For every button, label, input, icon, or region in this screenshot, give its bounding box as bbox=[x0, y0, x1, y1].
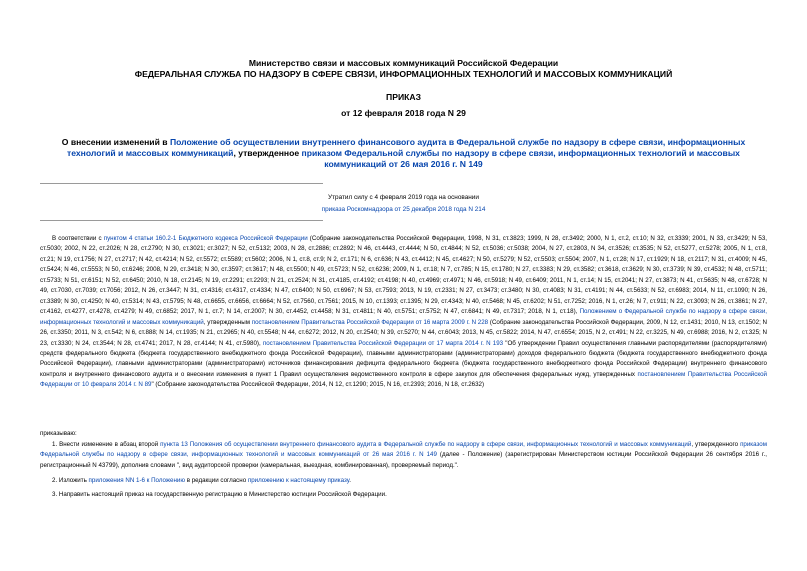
repeal-order-link[interactable]: приказа Роскомнадзора от 25 декабря 2018 года N 214 bbox=[321, 206, 486, 213]
service-name: ФЕДЕРАЛЬНАЯ СЛУЖБА ПО НАДЗОРУ В СФЕРЕ СВЯЗИ, ИНФОРМАЦИОННЫХ ТЕХНОЛОГИЙ И МАССОВЫХ КОММУНИКАЦИЙ bbox=[134, 68, 673, 79]
divider-bottom bbox=[40, 220, 323, 221]
doc-title bbox=[55, 137, 752, 169]
text-fragment: В соответствии с bbox=[52, 235, 104, 242]
order-word: приказываю: bbox=[40, 430, 77, 437]
title-link-order[interactable]: приказом Федеральной службы по надзору в сфере связи, информационных технологий и массовых коммуникаций от 26 мая 2016 г. N 149 bbox=[301, 147, 740, 169]
title-link-regulation[interactable]: Положение об осуществлении внутреннего финансового аудита в Федеральной службе по надзору в сфере связи, информационных технологий и массовых коммуникаций bbox=[67, 137, 746, 158]
link-resolution-193[interactable]: постановлением Правительства Российской Федерации от 17 марта 2014 г. N 193 bbox=[262, 339, 504, 347]
link-resolution-228[interactable]: постановлением Правительства Российской Федерации от 16 марта 2009 г. N 228 bbox=[251, 318, 489, 326]
link-order-149[interactable]: приказом Федеральной службы по надзору в сфере связи, информационных технологий и массовых коммуникаций от 26 мая 2016 г. N 149 bbox=[40, 441, 767, 459]
link-appendices[interactable]: приложения NN 1-6 к Положению bbox=[88, 477, 185, 484]
text-fragment: в редакции согласно bbox=[185, 477, 248, 484]
text-fragment: (Собрание законодательства Российской Федерации, 2009, N 12, ст.1431; 2010, N 13, ст.1502; N 26, ст.3350; 2011, N 3, ст.542; N 6, ст.888; N 14, ст.1935; N 21, ст.2965; N 40, ст.5548; N 44, ст.6272; 2012, N 20, ст.2540; N 39, ст.5270; N 44, ст.6043; 2013, N 45, ст.5822; 2014, N 47, ст.6554; 2015, N 2, ст.491; N 22, ст.3225, N 49, ст.6988; 2016, N 2, ст.325; N 23, ст.3330; N 24, ст.3544; N 28, ст.4741; 2017, N 28, ст.4144; N 41, ст.5980), bbox=[40, 318, 768, 347]
text-fragment: (далее - Положение) (зарегистрирован Министерством юстиции Российской Федерации 26 сентября 2016 г., регистрационный N 43799), дополнив словами ", вид аудиторской проверки (камеральная, выездная, комбинированная), проверяемый период.". bbox=[40, 451, 767, 469]
divider-top bbox=[40, 183, 323, 184]
text-fragment: , утвержденным bbox=[203, 318, 252, 326]
text-fragment: . bbox=[349, 477, 351, 484]
link-service-regulation[interactable]: Положением о Федеральной службе по надзору в сфере связи, информационных технологий и массовых коммуникаций bbox=[40, 308, 767, 326]
text-fragment: "Об утверждении Правил осуществления главными распорядителями (распорядителями) средств федерального бюджета (бюджета государственного внебюджетного фонда Российской Федерации), главными администраторами (администраторами) доходов федерального бюджета (бюджета государственного внебюджетного фонда Российской Федерации), главными администраторами (администраторами) источников финансирования дефицита федерального бюджета (бюджета государственного внебюджетного фонда Российской Федерации) внутреннего финансового контроля и внутреннего финансового аудита и о внесении изменения в пункт 1 Правил осуществления ведомственного контроля в сфере закупок для обеспечения федеральных нужд, утвержденных bbox=[40, 339, 767, 378]
document-header bbox=[40, 58, 767, 79]
link-resolution-89[interactable]: постановлением Правительства Российской Федерации от 10 февраля 2014 г. N 89 bbox=[40, 370, 767, 389]
title-prefix: О внесении изменений в bbox=[61, 137, 170, 147]
repeal-note: Утратил силу с 4 февраля 2019 года на основании bbox=[328, 194, 479, 201]
text-fragment: " (Собрание законодательства Российской Федерации, 2014, N 12, ст.1290; 2015, N 16, ст.2393; 2016, N 18, ст.2632) bbox=[151, 381, 485, 389]
preamble-paragraph bbox=[40, 234, 767, 391]
doc-type: ПРИКАЗ bbox=[386, 92, 421, 102]
clause-2 bbox=[40, 476, 767, 486]
ministry-name: Министерство связи и массовых коммуникаций Российской Федерации bbox=[248, 58, 559, 68]
clause-1 bbox=[40, 440, 767, 471]
title-mid: , утвержденное bbox=[233, 147, 302, 158]
text-fragment: 1. Внести изменение в абзац второй bbox=[52, 441, 161, 448]
text-fragment: (Собрание законодательства Российской Федерации, 1998, N 31, ст.3823; 1999, N 28, ст.3492; 2000, N 1, ст.2, ст.10; N 32, ст.3339; 2001, N 33, ст.3429; N 53, ст.5030; 2002, N 22, ст.2026; N 28, ст.2790; N 30, ст.3021; ст.3027; N 52, ст.5132; 2003, N 28, ст.2886; ст.2892; N 46, ст.4443, ст.4444; N 50, ст.4844; N 52, ст.5036; ст.5038; 2004, N 27, ст.2803, N 34, ст.3526; ст.3535; N 52, ст.5277, ст.5278; 2005, N 1, ст.8, ст.21; N 19, ст.1756; N 27, ст.2717; N 42, ст.4214; N 52, ст.5572; ст.5589; ст.5602; 2006, N 1, ст.8, ст.9; N 2, ст.171; N 6, ст.636; N 43, ст.4412; N 45, ст.4627; N 50, ст.5279; N 52, ст.5503; ст.5504; 2007, N 1, ст.28; N 17, ст.1929; N 18, ст.2117; N 31, ст.4009; N 45, ст.5424; N 46, ст.5553; N 50, ст.6246; 2008, N 29, ст.3418; N 30, ст.3597; ст.3617; N 48, ст.5500; N 49, ст.5723; N 52, ст.6236; 2009, N 1, ст.18; N 7, ст.785; N 15, ст.1780; N 27, ст.3383; N 29, ст.3582; ст.3618, ст.3629; N 30, ст.3739; N 39, ст.4532; N 48, ст.5711; ст.5733; N 51, ст.6151; N 52, ст.6450; 2010, N 18, ст.2145; N 19, ст.2291; ст.2293; N 21, ст.2524; N 31, ст.4185, ст.4192; ст.4198; N 40, ст.4969; ст.4971; N 46, ст.5918; N 49, ст.6409; 2011, N 1, ст.14; N 15, ст.2041; N 27, ст.3873; N 41, ст.5635; N 48, ст.6728; N 49, ст.7030, ст.7039; ст.7056; 2012, N 26, ст.3447; N 31, ст.4316; ст.4317, ст.4334; N 47, ст.6400; N 50, ст.6967; N 53, ст.7593; 2013, N 19, ст.2331; N 27, ст.3473; ст.3480; N 30, ст.4083; N 31, ст.4191; N 44, ст.5633; N 52, ст.6983; 2014, N 11, ст.1090; N 26, ст.3389; N 30, ст.4250; N 40, ст.5314; N 43, ст.5795; N 48, ст.6655, ст.6656, ст.6664; N 52, ст.7560, ст.7561; 2015, N 10, ст.1393; ст.1395; N 29, ст.4343; N 40, ст.5468; N 45, ст.6202; N 51, ст.7252; 2016, N 1, ст.26; N 7, ст.911; N 22, ст.3093; N 26, ст.3861; N 27, ст.4162, ст.4277, ст.4278, ст.4279; N 49, ст.6852; 2017, N 1, ст.7; N 14, ст.2007; N 30, ст.4452, ст.4458; N 31, ст.4811; N 40, ст.5751; ст.5752; N 47, ст.6841; N 49, ст.7317; 2018, N 1, ст.18), bbox=[40, 235, 767, 316]
clause-3: 3. Направить настоящий приказ на государственную регистрацию в Министерство юстиции Российской Федерации. bbox=[52, 491, 387, 498]
text-fragment: , утвержденного bbox=[691, 441, 741, 448]
link-budget-code[interactable]: пунктом 4 статьи 160.2-1 Бюджетного кодекса Российской Федерации bbox=[103, 235, 308, 242]
doc-date: от 12 февраля 2018 года N 29 bbox=[341, 108, 466, 118]
text-fragment: 2. Изложить bbox=[52, 477, 89, 484]
link-order-appendix[interactable]: приложению к настоящему приказу bbox=[247, 477, 350, 484]
link-item-13[interactable]: пункта 13 Положения об осуществлении внутреннего финансового аудита в Федеральной службе по надзору в сфере связи, информационных технологий и массовых коммуникаций bbox=[160, 441, 692, 448]
